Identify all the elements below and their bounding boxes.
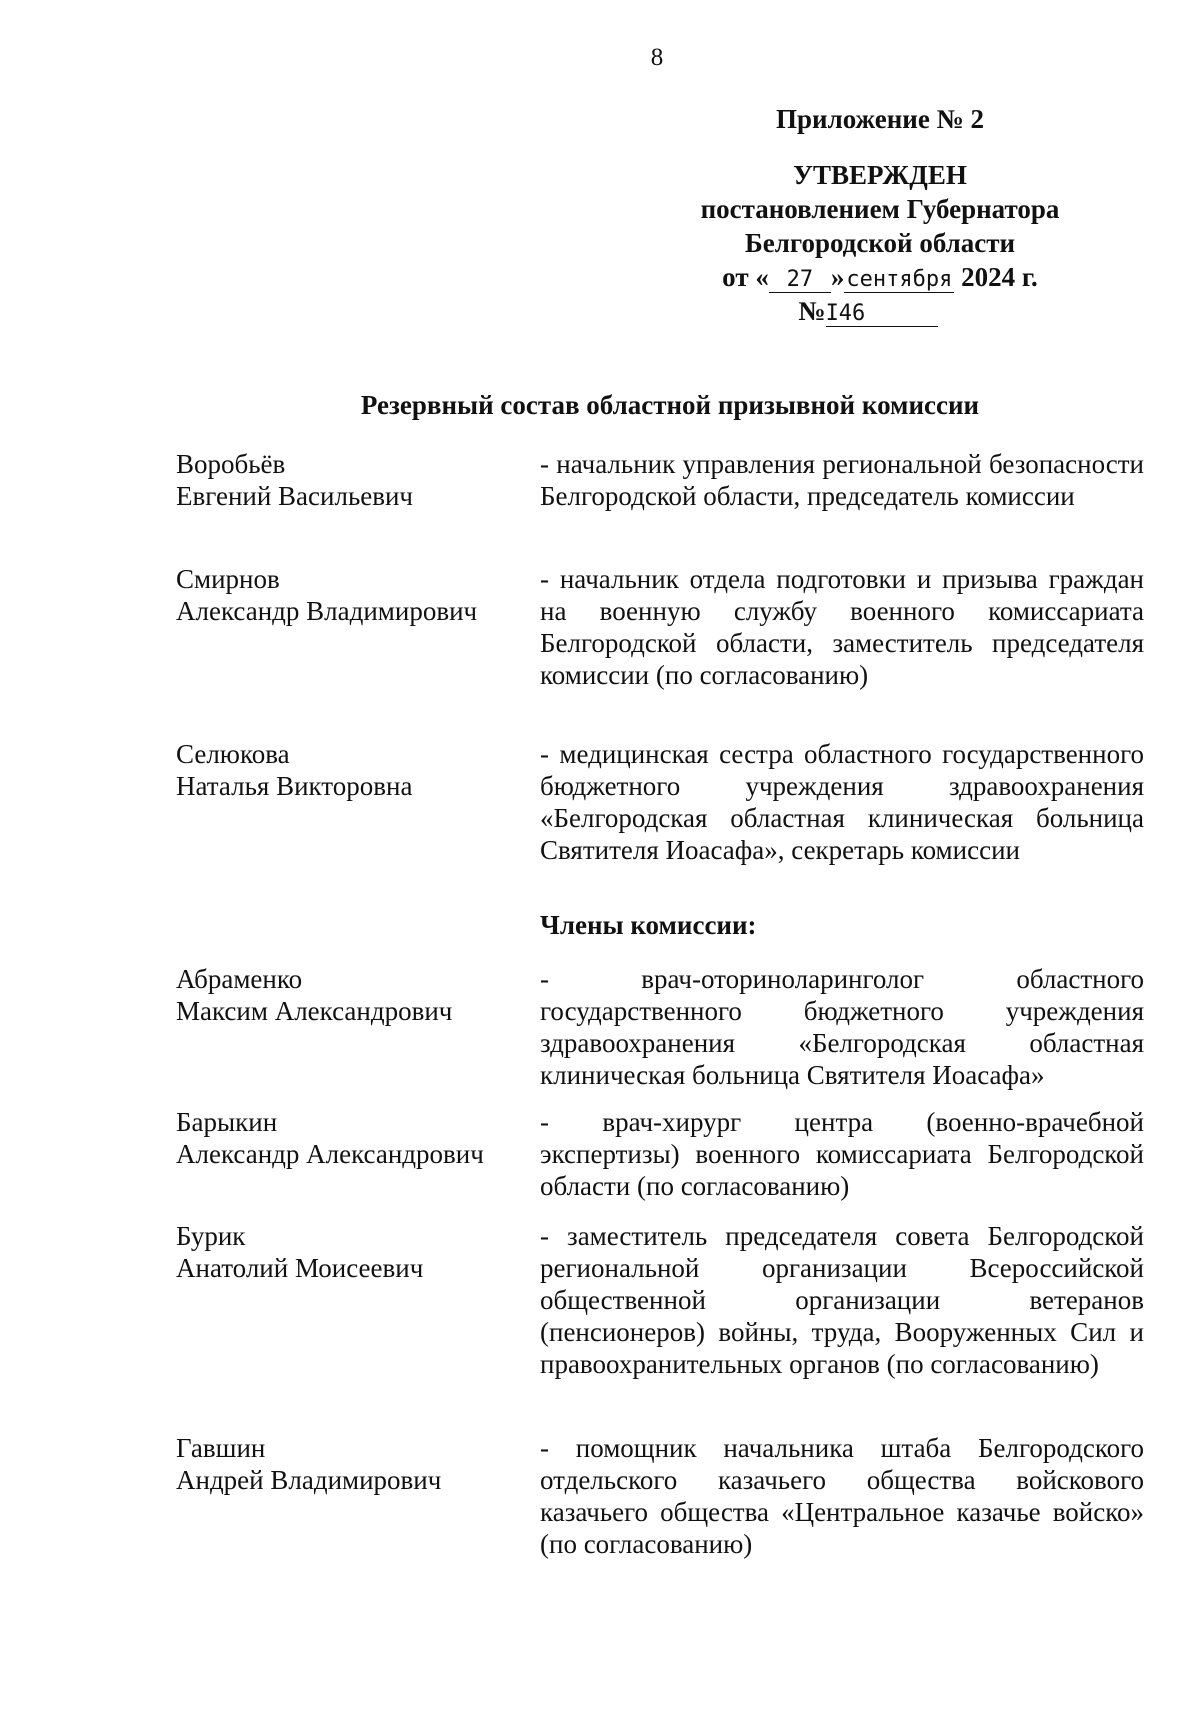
- entry-given-names: Анатолий Моисеевич: [176, 1253, 424, 1283]
- entry-given-names: Александр Александрович: [176, 1139, 484, 1169]
- approval-date: [640, 260, 1120, 294]
- entry-given-names: Наталья Викторовна: [176, 771, 413, 801]
- entry-given-names: Евгений Васильевич: [176, 481, 414, 511]
- entry-role: - медицинская сестра областного государственного бюджетного учреждения здравоохранения «Белгородская областная клиническая больница Святителя Иоасафа», секретарь комиссии: [540, 739, 1144, 865]
- entry-name: [176, 563, 506, 627]
- entry-role: - заместитель председателя совета Белгородской региональной организации Всероссийской общественной организации ветеранов (пенсионеров) войны, труда, Вооруженных Сил и правоохранительных органов (по согласованию): [540, 1221, 1144, 1379]
- entry-surname: Селюкова: [176, 739, 290, 769]
- approval-authority: постановлением Губернатора: [700, 194, 1060, 224]
- entry-given-names: Александр Владимирович: [176, 596, 478, 626]
- appendix-label: Приложение № 2: [776, 104, 984, 134]
- number-prefix: №: [798, 296, 826, 326]
- entry-given-names: Максим Александрович: [176, 996, 453, 1026]
- approval-block: [640, 158, 1120, 328]
- entry-surname: Смирнов: [176, 564, 280, 594]
- approval-region: Белгородской области: [744, 228, 1016, 258]
- date-day: 27: [769, 268, 831, 293]
- document-title: Резервный состав областной призывной комиссии: [360, 390, 980, 420]
- page-number: 8: [650, 44, 664, 71]
- entry-name: [176, 738, 506, 802]
- entry-name: [176, 1220, 506, 1284]
- date-month: сентября: [844, 268, 954, 293]
- entry-surname: Воробьёв: [176, 449, 286, 479]
- entry-name: [176, 963, 506, 1027]
- entry-surname: Бурик: [176, 1221, 246, 1251]
- approval-number: [640, 294, 1120, 328]
- entry-role: - помощник начальника штаба Белгородского отдельского казачьего общества войскового казачьего общества «Центральное казачье войско» (по согласованию): [540, 1433, 1144, 1559]
- date-year: 2024 г.: [961, 262, 1038, 292]
- members-heading: Члены комиссии:: [540, 910, 757, 940]
- date-prefix: от «: [722, 262, 769, 292]
- entry-surname: Барыкин: [176, 1107, 278, 1137]
- entry-role: - начальник управления региональной безопасности Белгородской области, председатель комиссии: [540, 449, 1144, 511]
- decree-number: I46: [826, 302, 938, 327]
- entry-name: [176, 1106, 506, 1170]
- entry-surname: Абраменко: [176, 964, 303, 994]
- entry-role: - врач-оториноларинголог областного государственного бюджетного учреждения здравоохранения «Белгородская областная клиническая больница Святителя Иоасафа»: [540, 964, 1144, 1090]
- entry-role: - начальник отдела подготовки и призыва граждан на военную службу военного комиссариата Белгородской области, заместитель председателя комиссии (по согласованию): [540, 564, 1144, 690]
- date-mid: »: [830, 262, 845, 292]
- entry-name: [176, 448, 506, 512]
- approval-title: УТВЕРЖДЕН: [793, 160, 967, 190]
- entry-given-names: Андрей Владимирович: [176, 1465, 442, 1495]
- entry-name: [176, 1432, 506, 1496]
- entry-role: - врач-хирург центра (военно-врачебной экспертизы) военного комиссариата Белгородской области (по согласованию): [540, 1107, 1144, 1201]
- entry-surname: Гавшин: [176, 1433, 266, 1463]
